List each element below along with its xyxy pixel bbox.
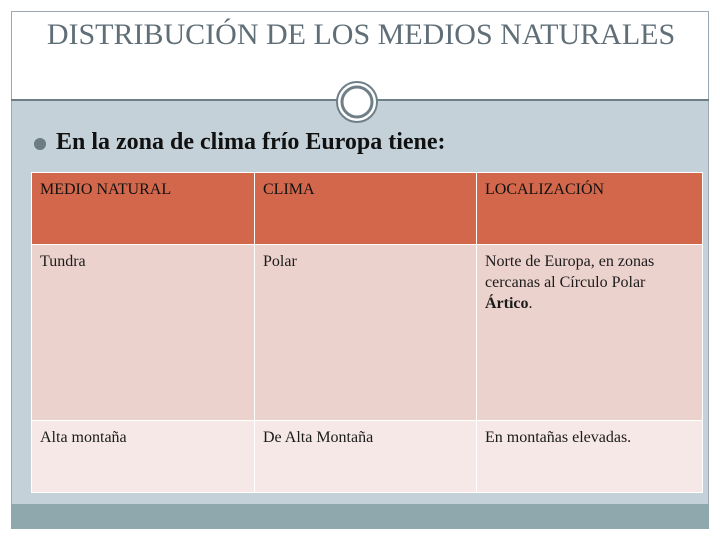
header-localizacion: LOCALIZACIÓN xyxy=(477,173,703,245)
cell-clima: De Alta Montaña xyxy=(255,421,477,493)
localizacion-suffix: . xyxy=(528,295,533,312)
localizacion-text: En montañas elevadas. xyxy=(485,429,632,446)
localizacion-text: Norte de Europa, en zonas cercanas al Círculo Polar xyxy=(485,253,655,291)
table-header-row xyxy=(32,173,703,245)
cell-clima: Polar xyxy=(255,245,477,421)
footer-bar xyxy=(11,504,709,529)
bullet-dot-icon xyxy=(34,138,46,150)
cell-medio: Alta montaña xyxy=(32,421,255,493)
table-row xyxy=(32,421,703,493)
media-table xyxy=(31,172,703,493)
bullet-text: En la zona de clima frío Europa tiene: xyxy=(56,128,446,155)
cell-medio: Tundra xyxy=(32,245,255,421)
slide-title: DISTRIBUCIÓN DE LOS MEDIOS NATURALES xyxy=(46,18,676,51)
header-medio-natural: MEDIO NATURAL xyxy=(32,173,255,245)
header-clima: CLIMA xyxy=(255,173,477,245)
cell-localizacion xyxy=(477,421,703,493)
cell-localizacion xyxy=(477,245,703,421)
table-row xyxy=(32,245,703,421)
bullet-row xyxy=(34,126,446,158)
localizacion-bold-text: Ártico xyxy=(485,295,529,312)
ring-icon xyxy=(335,80,379,124)
